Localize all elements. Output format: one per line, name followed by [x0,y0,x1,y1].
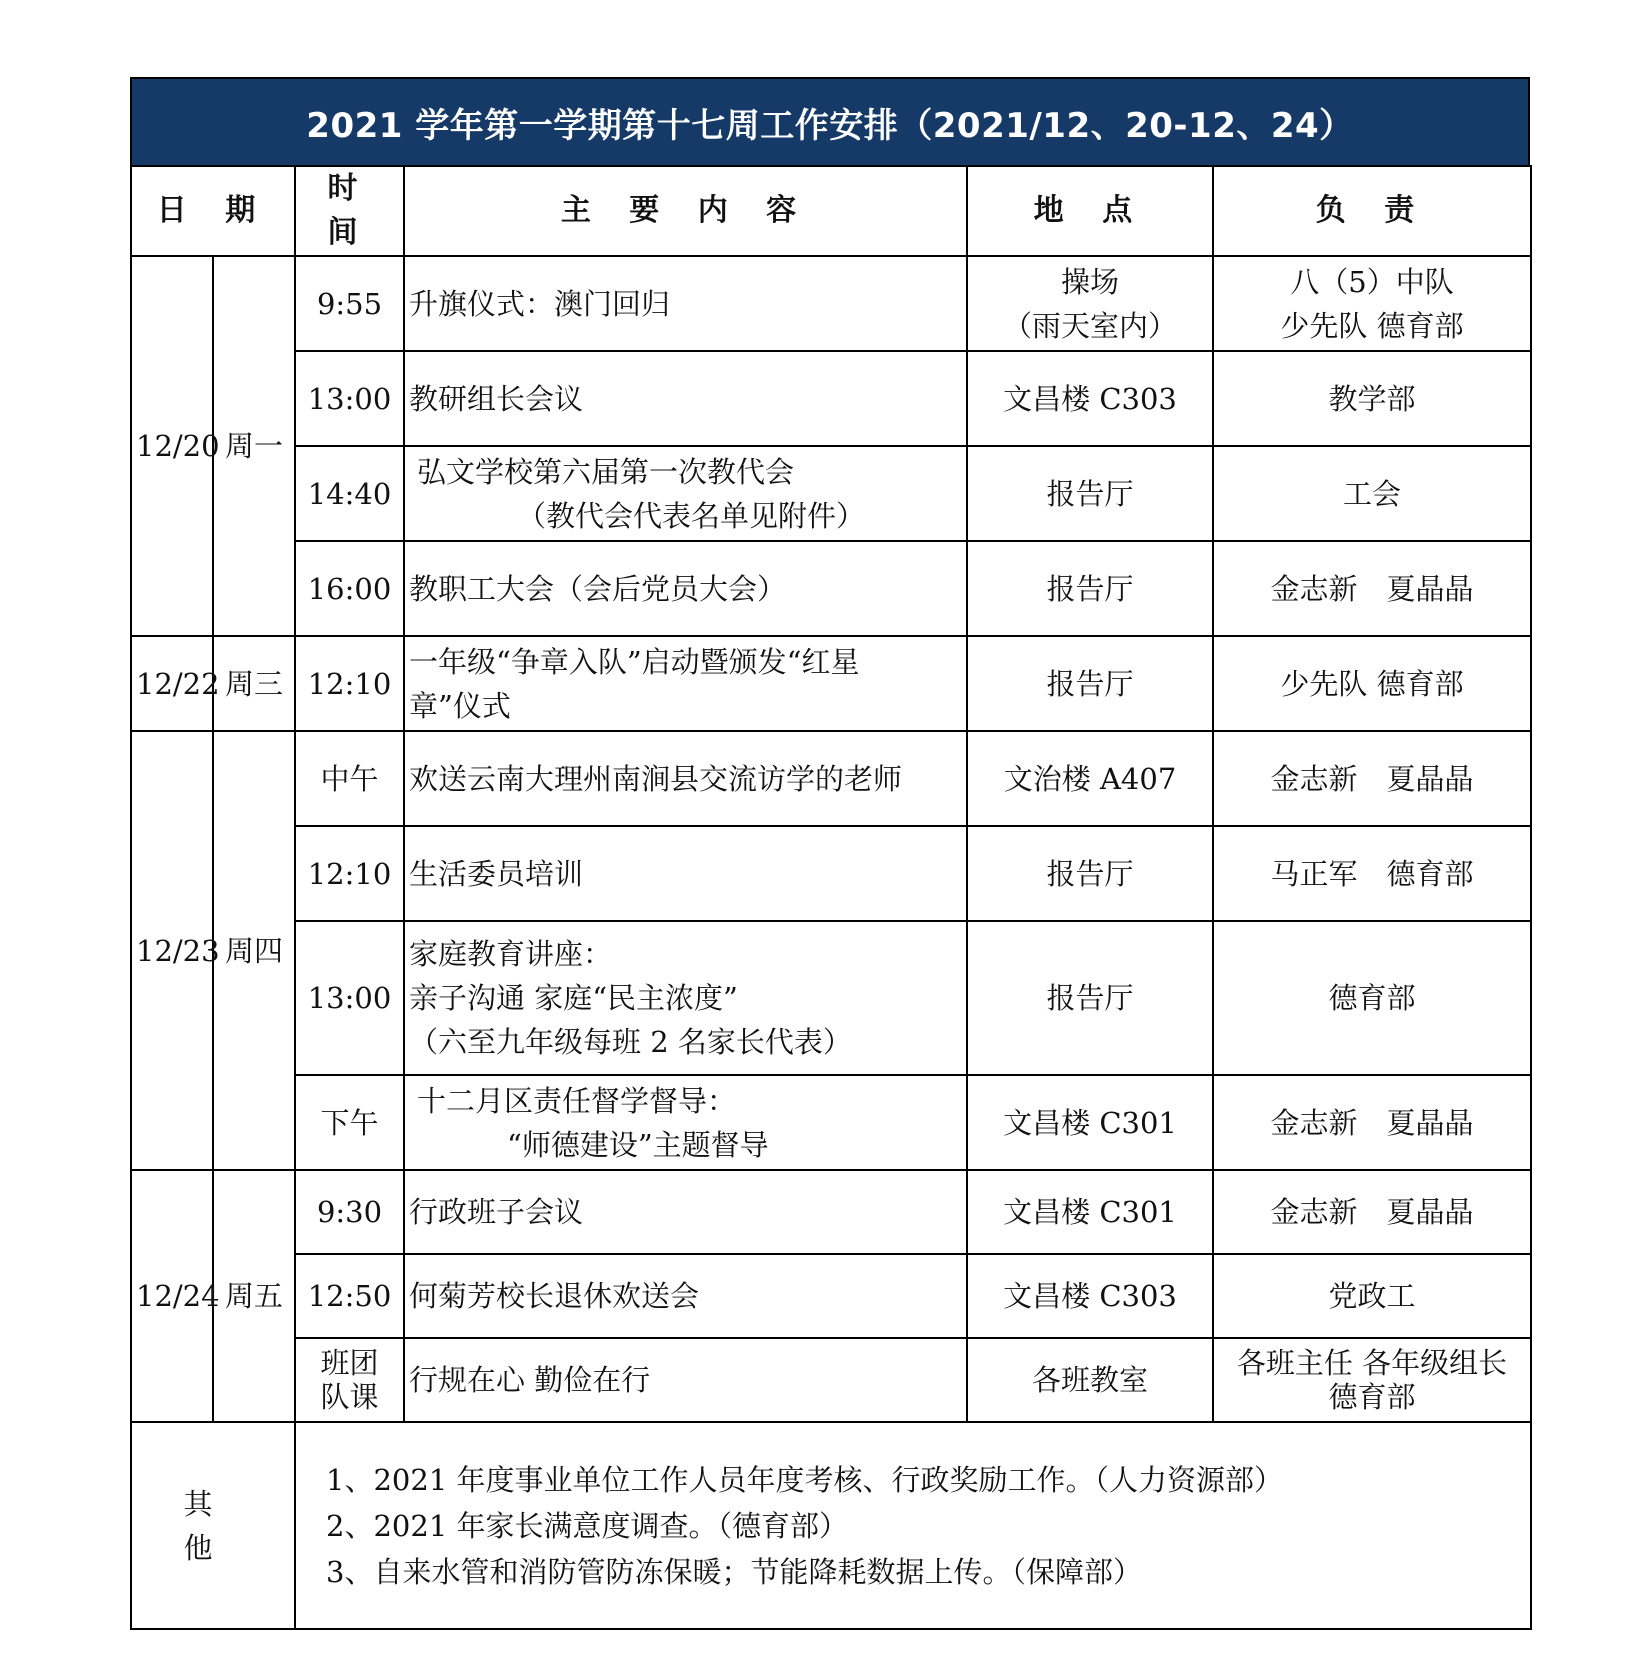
list-item: 2、2021 年家长满意度调查。（德育部） [326,1508,848,1543]
table-row [131,1254,1531,1338]
event-owner: 党政工 [1213,1254,1531,1338]
table-row [131,256,1531,351]
event-owner: 教学部 [1213,351,1531,446]
event-time: 9:30 [295,1170,404,1254]
event-place: 文治楼 A407 [967,731,1213,826]
event-place: 文昌楼 C303 [967,1254,1213,1338]
event-owner: 金志新 夏晶晶 [1213,1075,1531,1170]
day-weekday: 周一 [213,256,295,636]
event-place: 文昌楼 C301 [967,1075,1213,1170]
list-item: 1、2021 年度事业单位工作人员年度考核、行政奖励工作。（人力资源部） [326,1462,1283,1497]
event-owner: 金志新 夏晶晶 [1213,731,1531,826]
event-time: 下午 [295,1075,404,1170]
other-row [131,1422,1531,1629]
event-owner: 金志新 夏晶晶 [1213,1170,1531,1254]
event-content: 十二月区责任督学督导： “师德建设”主题督导 [404,1075,967,1170]
event-owner: 金志新 夏晶晶 [1213,541,1531,636]
event-content: 家庭教育讲座： 亲子沟通 家庭“民主浓度” （六至九年级每班 2 名家长代表） [404,921,967,1075]
event-time: 12:50 [295,1254,404,1338]
event-time: 9:55 [295,256,404,351]
table-row [131,351,1531,446]
header-place: 地 点 [967,166,1213,256]
day-weekday: 周四 [213,731,295,1170]
table-row [131,826,1531,921]
day-date: 12/24 [131,1170,213,1422]
header-content: 主 要 内 容 [404,166,967,256]
event-time: 14:40 [295,446,404,541]
table-row [131,1170,1531,1254]
event-place: 报告厅 [967,446,1213,541]
list-item: 3、自来水管和消防管防冻保暖；节能降耗数据上传。（保障部） [326,1554,1142,1589]
table-row [131,636,1531,731]
day-weekday: 周五 [213,1170,295,1422]
event-place: 操场 （雨天室内） [967,256,1213,351]
event-content: 弘文学校第六届第一次教代会 （教代会代表名单见附件） [404,446,967,541]
other-notes [295,1422,1531,1629]
event-place: 文昌楼 C303 [967,351,1213,446]
day-date: 12/20 [131,256,213,636]
event-content: 教职工大会（会后党员大会） [404,541,967,636]
event-content: 生活委员培训 [404,826,967,921]
event-time: 班团 队课 [295,1338,404,1422]
schedule-body [131,256,1531,1629]
table-row [131,921,1531,1075]
day-weekday: 周三 [213,636,295,731]
header-time: 时 间 [295,166,404,256]
event-content: 何菊芳校长退休欢送会 [404,1254,967,1338]
schedule-sheet [130,77,1530,1630]
header-date: 日 期 [131,166,295,256]
event-place: 报告厅 [967,921,1213,1075]
event-time: 13:00 [295,351,404,446]
day-date: 12/22 [131,636,213,731]
event-content: 一年级“争章入队”启动暨颁发“红星 章”仪式 [404,636,967,731]
event-time: 中午 [295,731,404,826]
header-owner: 负 责 [1213,166,1531,256]
table-row [131,1075,1531,1170]
event-owner: 德育部 [1213,921,1531,1075]
event-time: 13:00 [295,921,404,1075]
event-place: 报告厅 [967,541,1213,636]
schedule-table [130,165,1532,1630]
day-date: 12/23 [131,731,213,1170]
table-row [131,731,1531,826]
event-content: 教研组长会议 [404,351,967,446]
table-row [131,446,1531,541]
event-content: 行政班子会议 [404,1170,967,1254]
event-owner: 少先队 德育部 [1213,636,1531,731]
event-owner: 八（5）中队 少先队 德育部 [1213,256,1531,351]
page-title: 2021 学年第一学期第十七周工作安排（2021/12、20-12、24） [130,77,1530,165]
header-row [131,166,1531,256]
table-row [131,1338,1531,1422]
event-owner: 各班主任 各年级组长 德育部 [1213,1338,1531,1422]
table-row [131,541,1531,636]
event-content: 升旗仪式：澳门回归 [404,256,967,351]
event-owner: 工会 [1213,446,1531,541]
event-place: 报告厅 [967,636,1213,731]
event-owner: 马正军 德育部 [1213,826,1531,921]
event-time: 12:10 [295,826,404,921]
event-time: 16:00 [295,541,404,636]
event-place: 各班教室 [967,1338,1213,1422]
event-place: 文昌楼 C301 [967,1170,1213,1254]
event-place: 报告厅 [967,826,1213,921]
other-label: 其 他 [131,1422,295,1629]
event-content: 欢送云南大理州南涧县交流访学的老师 [404,731,967,826]
event-content: 行规在心 勤俭在行 [404,1338,967,1422]
event-time: 12:10 [295,636,404,731]
